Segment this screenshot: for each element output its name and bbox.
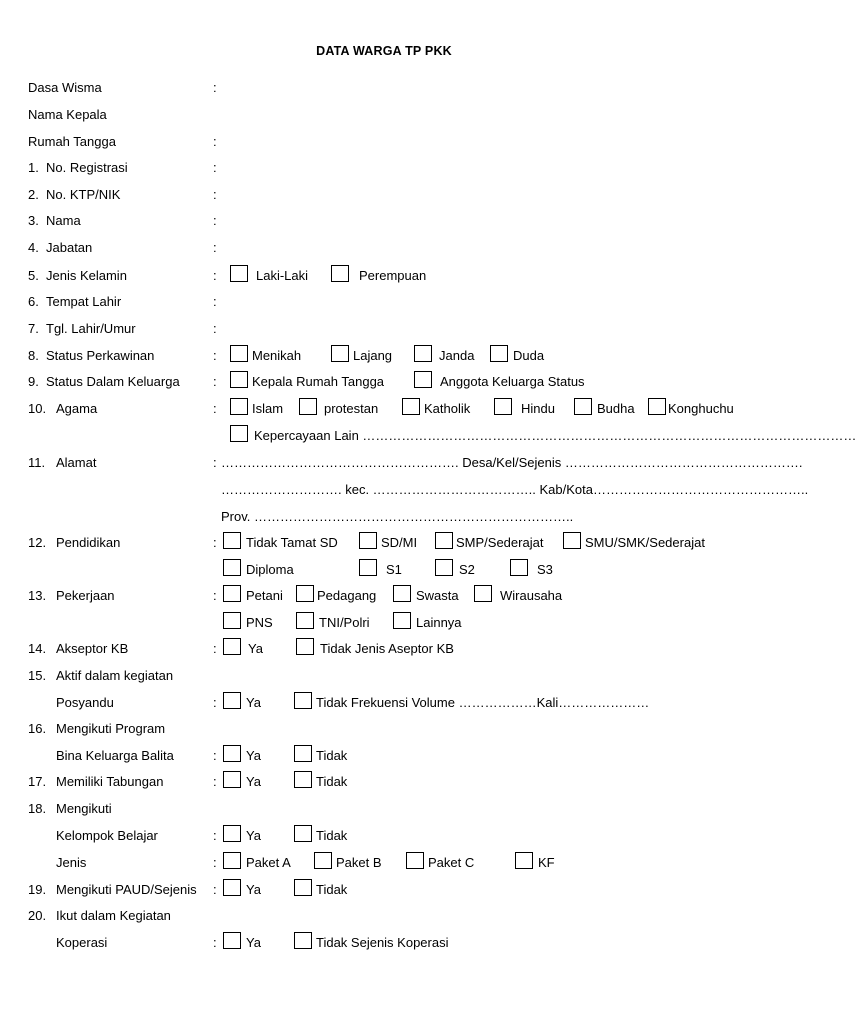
item-number: 10. (28, 401, 47, 416)
option-checkbox[interactable] (223, 559, 241, 576)
option-checkbox[interactable] (294, 825, 312, 842)
option-label: Tidak Frekuensi Volume ………………Kali………………… (316, 695, 650, 710)
option-checkbox[interactable] (294, 771, 312, 788)
option-checkbox[interactable] (359, 532, 377, 549)
item-number: 6. (28, 294, 39, 309)
form-row (0, 240, 768, 260)
option-checkbox[interactable] (296, 638, 314, 655)
option-checkbox[interactable] (574, 398, 592, 415)
option-checkbox[interactable] (294, 692, 312, 709)
form-row (0, 428, 856, 448)
field-colon: : (213, 828, 217, 843)
option-checkbox[interactable] (563, 532, 581, 549)
option-label: S2 (459, 562, 475, 577)
option-label: Tidak (316, 828, 348, 843)
field-label: Jabatan (46, 240, 93, 255)
form-row (0, 641, 768, 661)
option-label: Ya (246, 935, 261, 950)
option-checkbox[interactable] (223, 638, 241, 655)
option-label: Paket A (246, 855, 291, 870)
form-row (0, 562, 768, 582)
option-label: Tidak Jenis Aseptor KB (320, 641, 454, 656)
option-label: Konghuchu (668, 401, 734, 416)
field-colon: : (213, 213, 217, 228)
form-row (0, 748, 768, 768)
form-row (0, 107, 768, 127)
field-label: Posyandu (56, 695, 114, 710)
form-row (0, 535, 768, 555)
field-label: Agama (56, 401, 98, 416)
field-label: Mengikuti (56, 801, 112, 816)
field-colon: : (213, 588, 217, 603)
option-label: Swasta (416, 588, 459, 603)
item-number: 12. (28, 535, 47, 550)
option-checkbox[interactable] (314, 852, 332, 869)
option-checkbox[interactable] (515, 852, 533, 869)
option-label: Menikah (252, 348, 302, 363)
field-colon: : (213, 774, 217, 789)
field-colon: : (213, 882, 217, 897)
option-label: Tidak (316, 774, 348, 789)
option-label: Ya (246, 882, 261, 897)
item-number: 15. (28, 668, 47, 683)
field-colon: : (213, 160, 217, 175)
option-checkbox[interactable] (393, 612, 411, 629)
form-row (0, 160, 768, 180)
field-colon: : (213, 401, 217, 416)
field-label: Ikut dalam Kegiatan (56, 908, 171, 923)
option-label: Budha (597, 401, 635, 416)
form-row (0, 721, 768, 741)
option-label: Paket B (336, 855, 382, 870)
field-label: Bina Keluarga Balita (56, 748, 174, 763)
option-label: Hindu (521, 401, 555, 416)
option-label: SD/MI (381, 535, 418, 550)
option-checkbox[interactable] (223, 532, 241, 549)
field-colon: : (213, 348, 217, 363)
option-label: Wirausaha (500, 588, 563, 603)
item-number: 9. (28, 374, 39, 389)
field-label: No. KTP/NIK (46, 187, 121, 202)
option-checkbox[interactable] (490, 345, 508, 362)
option-label: Diploma (246, 562, 294, 577)
field-colon: : (213, 935, 217, 950)
option-checkbox[interactable] (294, 932, 312, 949)
field-label: Status Perkawinan (46, 348, 155, 363)
field-label: Jenis Kelamin (46, 268, 127, 283)
item-number: 5. (28, 268, 39, 283)
form-row (0, 321, 768, 341)
option-label: Janda (439, 348, 475, 363)
item-number: 7. (28, 321, 39, 336)
option-label: Tidak (316, 748, 348, 763)
option-label: Ya (248, 641, 263, 656)
field-label: Alamat (56, 455, 97, 470)
form-row (0, 268, 768, 288)
option-label: TNI/Polri (319, 615, 370, 630)
form-row (0, 80, 768, 100)
field-label: Kelompok Belajar (56, 828, 158, 843)
option-checkbox[interactable] (223, 771, 241, 788)
option-checkbox[interactable] (223, 612, 241, 629)
option-checkbox[interactable] (331, 345, 349, 362)
item-number: 20. (28, 908, 47, 923)
form-row (0, 187, 768, 207)
option-checkbox[interactable] (414, 345, 432, 362)
option-checkbox[interactable] (296, 585, 314, 602)
item-number: 11. (28, 455, 46, 470)
option-label: S3 (537, 562, 553, 577)
field-label: Status Dalam Keluarga (46, 374, 180, 389)
field-colon: : (213, 268, 217, 283)
option-label: Petani (246, 588, 283, 603)
option-checkbox[interactable] (406, 852, 424, 869)
field-colon: : (213, 134, 217, 149)
option-checkbox[interactable] (294, 879, 312, 896)
item-number: 8. (28, 348, 39, 363)
field-label: Nama (46, 213, 81, 228)
option-checkbox[interactable] (414, 371, 432, 388)
option-checkbox[interactable] (294, 745, 312, 762)
option-checkbox[interactable] (331, 265, 349, 282)
option-checkbox[interactable] (435, 559, 453, 576)
field-label: No. Registrasi (46, 160, 128, 175)
item-number: 14. (28, 641, 47, 656)
option-checkbox[interactable] (393, 585, 411, 602)
fill-in-line[interactable]: ………………………. kec. ……………………………….. Kab/Kota………………………………………….. (221, 482, 809, 497)
field-label: Tempat Lahir (46, 294, 122, 309)
option-label: Paket C (428, 855, 475, 870)
fill-in-line[interactable]: ………………………………………………. Desa/Kel/Sejenis ………………………………………………. (221, 455, 803, 470)
option-label: Kepala Rumah Tangga (252, 374, 385, 389)
option-checkbox[interactable] (359, 559, 377, 576)
field-label: Nama Kepala (28, 107, 107, 122)
option-label: Ya (246, 695, 261, 710)
form-row (0, 668, 768, 688)
option-checkbox[interactable] (230, 345, 248, 362)
field-label: Aktif dalam kegiatan (56, 668, 174, 683)
item-number: 18. (28, 801, 47, 816)
item-number: 13. (28, 588, 47, 603)
option-checkbox[interactable] (296, 612, 314, 629)
option-checkbox[interactable] (230, 398, 248, 415)
field-colon: : (213, 535, 217, 550)
form-row (0, 588, 768, 608)
field-colon: : (213, 80, 217, 95)
field-colon: : (213, 321, 217, 336)
item-number: 2. (28, 187, 39, 202)
field-colon: : (213, 455, 217, 470)
option-checkbox[interactable] (494, 398, 512, 415)
field-label: Dasa Wisma (28, 80, 102, 95)
option-label: Perempuan (359, 268, 427, 283)
form-row (0, 374, 768, 394)
field-label: Mengikuti PAUD/Sejenis (56, 882, 197, 897)
option-label: Ya (246, 774, 261, 789)
option-label: S1 (386, 562, 402, 577)
option-checkbox[interactable] (299, 398, 317, 415)
fill-in-line[interactable]: Prov. ……………………………………………………………….. (221, 509, 574, 524)
form-row (0, 482, 809, 502)
option-label: Anggota Keluarga Status (440, 374, 585, 389)
field-label: Pendidikan (56, 535, 121, 550)
field-label: Pekerjaan (56, 588, 115, 603)
form-row (0, 695, 768, 715)
form-row (0, 348, 768, 368)
form-row (0, 294, 768, 314)
option-label: Pedagang (317, 588, 377, 603)
form-row (0, 855, 768, 875)
item-number: 4. (28, 240, 39, 255)
field-label: Memiliki Tabungan (56, 774, 164, 789)
option-checkbox[interactable] (435, 532, 453, 549)
field-label: Tgl. Lahir/Umur (46, 321, 136, 336)
field-colon: : (213, 187, 217, 202)
option-label: Ya (246, 828, 261, 843)
field-colon: : (213, 855, 217, 870)
form-row (0, 801, 768, 821)
item-number: 16. (28, 721, 47, 736)
option-checkbox[interactable] (648, 398, 666, 415)
form-row (0, 134, 768, 154)
item-number: 17. (28, 774, 47, 789)
field-colon: : (213, 374, 217, 389)
form-row (0, 908, 768, 928)
option-checkbox[interactable] (223, 932, 241, 949)
option-checkbox[interactable] (223, 585, 241, 602)
field-colon: : (213, 695, 217, 710)
form-row (0, 455, 803, 475)
field-label: Akseptor KB (56, 641, 129, 656)
option-label: Tidak (316, 882, 348, 897)
option-label: Lainnya (416, 615, 462, 630)
option-checkbox[interactable] (223, 745, 241, 762)
option-label: Tidak Sejenis Koperasi (316, 935, 449, 950)
option-checkbox[interactable] (223, 852, 241, 869)
option-checkbox[interactable] (230, 425, 248, 442)
field-colon: : (213, 641, 217, 656)
option-label: Islam (252, 401, 284, 416)
option-label: PNS (246, 615, 273, 630)
field-label: Rumah Tangga (28, 134, 116, 149)
form-row (0, 774, 768, 794)
form-row (0, 828, 768, 848)
form-row (0, 401, 768, 421)
item-number: 1. (28, 160, 39, 175)
option-label: SMP/Sederajat (456, 535, 544, 550)
option-label: protestan (324, 401, 379, 416)
field-colon: : (213, 748, 217, 763)
option-label: Ya (246, 748, 261, 763)
form-row (0, 509, 768, 529)
option-label: SMU/SMK/Sederajat (585, 535, 705, 550)
option-label: Laki-Laki (256, 268, 309, 283)
field-label: Mengikuti Program (56, 721, 166, 736)
item-number: 3. (28, 213, 39, 228)
option-label: Katholik (424, 401, 471, 416)
field-label: Jenis (56, 855, 87, 870)
item-number: 19. (28, 882, 47, 897)
form-row (0, 882, 768, 902)
option-label: Duda (513, 348, 545, 363)
option-label: Kepercayaan Lain …………………………………………………………………………………………………… (254, 428, 856, 443)
option-checkbox[interactable] (474, 585, 492, 602)
field-label: Koperasi (56, 935, 108, 950)
option-checkbox[interactable] (230, 371, 248, 388)
option-checkbox[interactable] (402, 398, 420, 415)
field-colon: : (213, 240, 217, 255)
form-title: DATA WARGA TP PKK (316, 44, 452, 58)
option-checkbox[interactable] (223, 879, 241, 896)
form-row (0, 935, 768, 955)
option-checkbox[interactable] (510, 559, 528, 576)
option-checkbox[interactable] (223, 692, 241, 709)
option-label: KF (538, 855, 555, 870)
option-checkbox[interactable] (230, 265, 248, 282)
form-row (0, 615, 768, 635)
option-label: Tidak Tamat SD (246, 535, 338, 550)
option-checkbox[interactable] (223, 825, 241, 842)
form-row (0, 213, 768, 233)
option-label: Lajang (353, 348, 393, 363)
field-colon: : (213, 294, 217, 309)
